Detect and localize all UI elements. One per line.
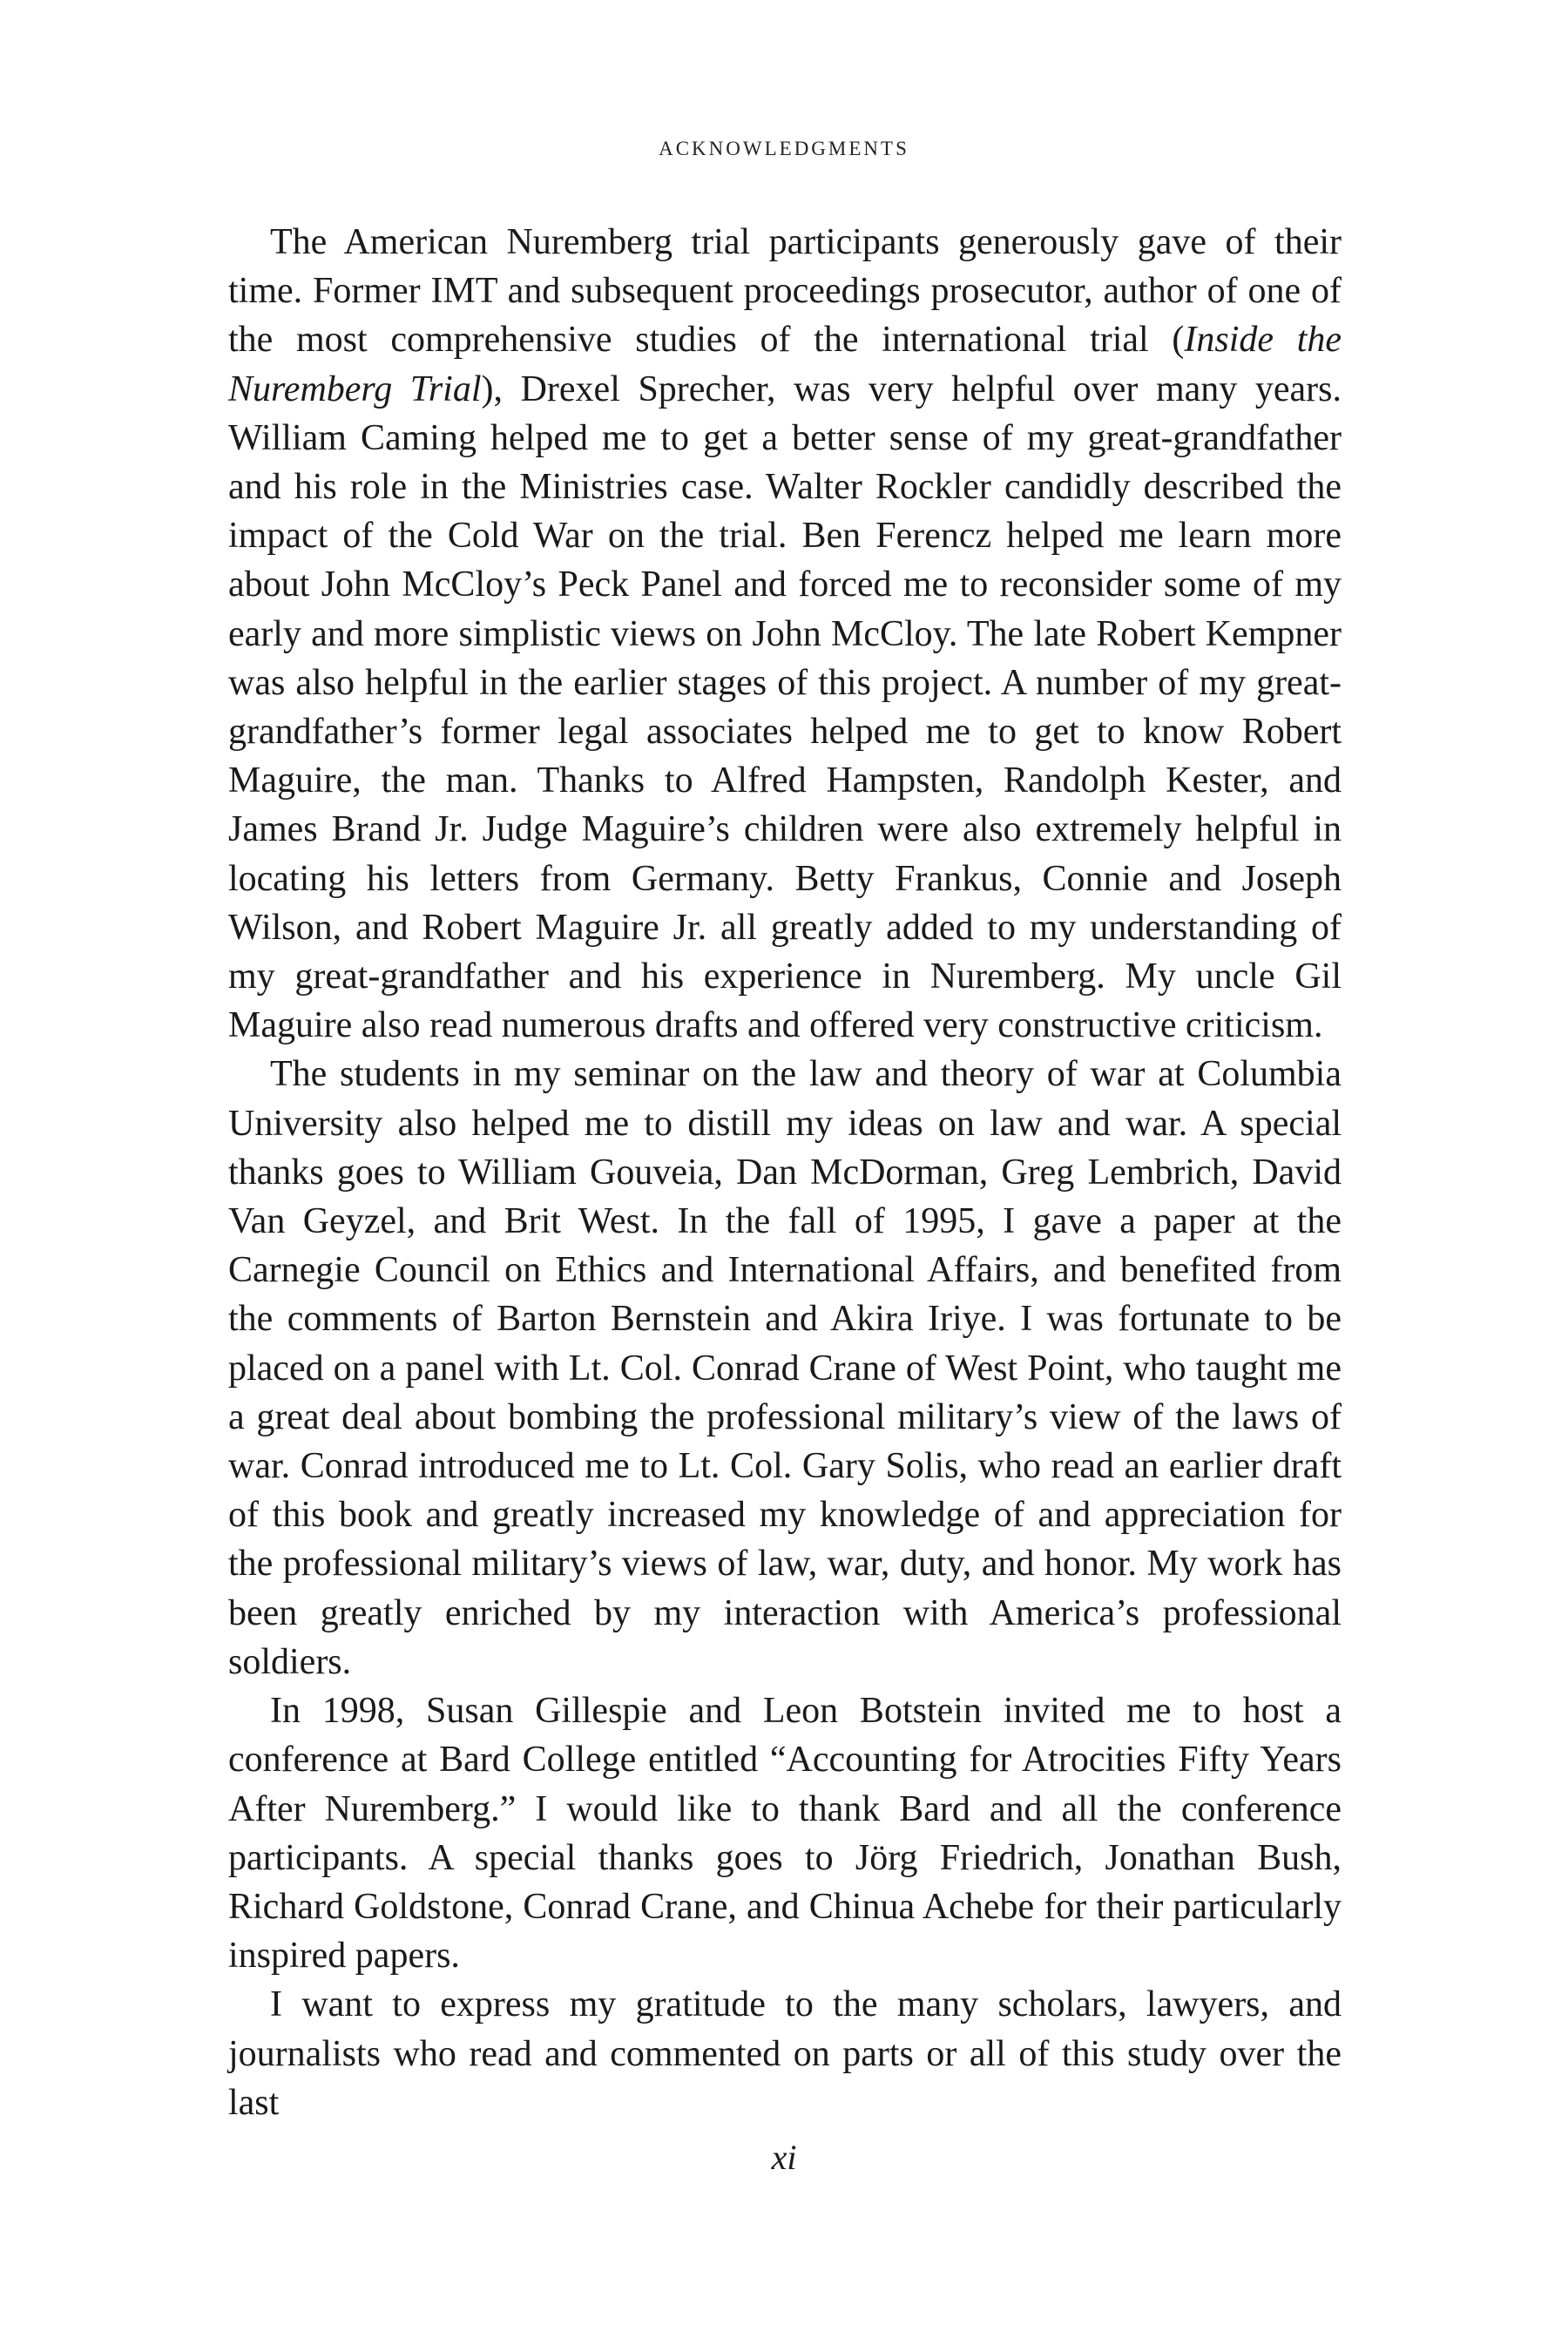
paragraph-1-text-start: The American Nuremberg trial participants generously gave of their time. Former IMT and subsequent proceedings prosecutor, author of one of the most comprehensive studies of the international trial ( (228, 222, 1342, 361)
paragraph-1-text-end: ), Drexel Sprecher, was very helpful over many years. William Caming helped me to get a better sense of my great-grandfather and his role in the Ministries case. Walter Rockler candidly described the impact of the Cold War on the trial. Ben Ferencz helped me learn more about John McCloy’s Peck Panel and forced me to reconsider some of my early and more simplistic views on John McCloy. The late Robert Kempner was also helpful in the earlier stages of this project. A number of my great-grandfather’s former legal associates helped me to get to know Robert Maguire, the man. Thanks to Alfred Hampsten, Randolph Kester, and James Brand Jr. Judge Maguire’s children were also extremely helpful in locating his letters from Germany. Betty Frankus, Connie and Joseph Wilson, and Robert Maguire Jr. all greatly added to my understanding of my great-grandfather and his experience in Nuremberg. My uncle Gil Maguire also read numerous drafts and offered very constructive criticism. (228, 368, 1342, 1046)
paragraph-2: The students in my seminar on the law and theory of war at Columbia University also helped me to distill my ideas on law and war. A special thanks goes to William Gouveia, Dan McDorman, Greg Lembrich, David Van Geyzel, and Brit West. In the fall of 1995, I gave a paper at the Carnegie Council on Ethics and International Affairs, and benefited from the comments of Barton Bernstein and Akira Iriye. I was fortunate to be placed on a panel with Lt. Col. Conrad Crane of West Point, who taught me a great deal about bombing the professional military’s view of the laws of war. Conrad introduced me to Lt. Col. Gary Solis, who read an earlier draft of this book and greatly increased my knowledge of and appreciation for the professional military’s views of law, war, duty, and honor. My work has been greatly enriched by my interaction with America’s professional soldiers. (228, 1054, 1342, 1682)
paragraph-3: In 1998, Susan Gillespie and Leon Botstein invited me to host a conference at Bard College entitled “Accounting for Atrocities Fifty Years After Nuremberg.” I would like to thank Bard and all the conference participants. A special thanks goes to Jörg Friedrich, Jonathan Bush, Richard Goldstone, Conrad Crane, and Chinua Achebe for their particularly inspired papers. (228, 1691, 1342, 1977)
running-head: ACKNOWLEDGMENTS (659, 138, 909, 159)
book-title-italic: Inside the Nuremberg Trial (228, 320, 1342, 409)
body-text (228, 218, 1342, 2127)
paragraph-1 (228, 218, 1342, 1050)
page-number: xi (771, 2138, 797, 2177)
paragraph-4: I want to express my gratitude to the many scholars, lawyers, and journalists who read and commented on parts or all of this study over the last (228, 1984, 1342, 2123)
